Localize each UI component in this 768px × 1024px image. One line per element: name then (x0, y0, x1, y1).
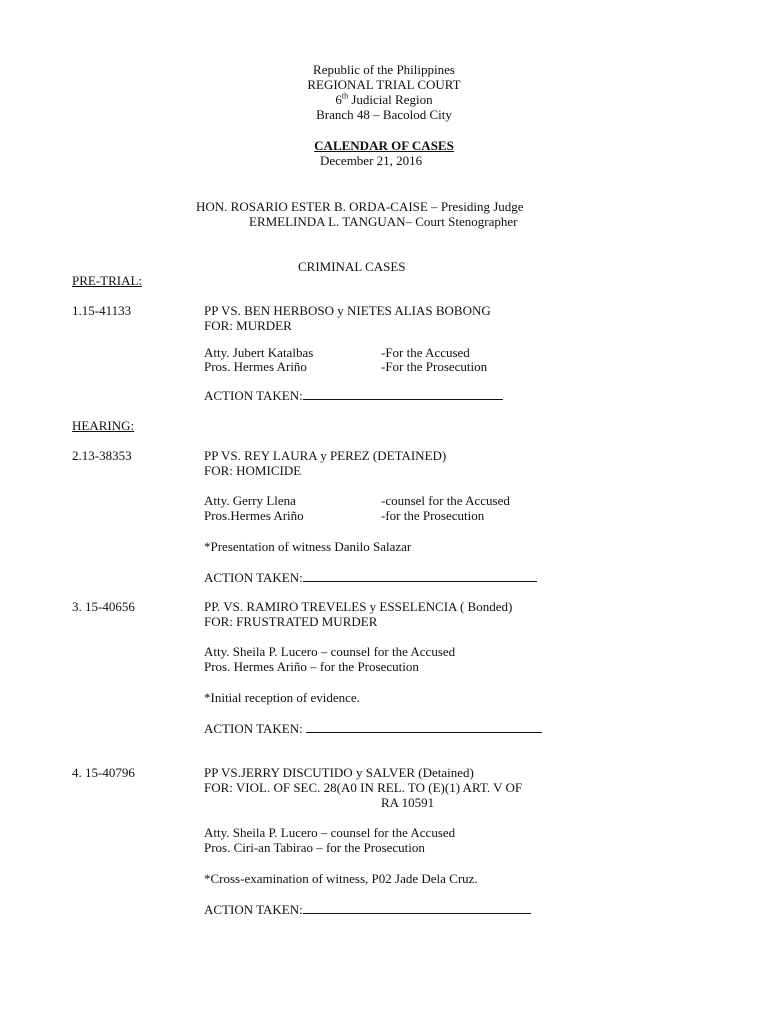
action-taken-blank (303, 901, 531, 914)
case-note: *Cross-examination of witness, P02 Jade Dela Cruz. (204, 871, 478, 886)
prosecutor: Pros. Ciri-an Tabirao – for the Prosecution (204, 840, 425, 855)
action-taken (204, 720, 542, 736)
defense-counsel: Atty. Sheila P. Lucero – counsel for the Accused (204, 644, 456, 659)
action-taken-label: ACTION TAKEN: (204, 721, 306, 736)
action-taken-blank (306, 720, 542, 733)
case-number: 2.13-38353 (72, 448, 132, 463)
action-taken (204, 387, 503, 403)
header-republic: Republic of the Philippines (313, 62, 455, 77)
region-text: Judicial Region (348, 92, 433, 107)
case-note: *Initial reception of evidence. (204, 690, 360, 705)
region-suffix: th (341, 91, 349, 101)
header-branch: Branch 48 – Bacolod City (316, 107, 452, 122)
case-title: PP VS. BEN HERBOSO y NIETES ALIAS BOBONG (204, 303, 491, 318)
court-stenographer: ERMELINDA L. TANGUAN– Court Stenographer (249, 214, 518, 229)
defense-role: -counsel for the Accused (381, 493, 510, 508)
case-number: 3. 15-40656 (72, 599, 135, 614)
case-title: PP. VS. RAMIRO TREVELES y ESSELENCIA ( Bonded) (204, 599, 513, 614)
action-taken-label: ACTION TAKEN: (204, 902, 303, 917)
prosecutor: Pros. Hermes Ariño – for the Prosecution (204, 659, 419, 674)
case-title: PP VS. REY LAURA y PEREZ (DETAINED) (204, 448, 447, 463)
prosecutor-role: -For the Prosecution (381, 359, 488, 374)
defense-counsel: Atty. Sheila P. Lucero – counsel for the Accused (204, 825, 456, 840)
prosecutor: Pros.Hermes Ariño (204, 508, 304, 523)
case-number: 1.15-41133 (72, 303, 132, 318)
action-taken-blank (303, 569, 537, 582)
action-taken-label: ACTION TAKEN: (204, 570, 303, 585)
region-number: 6 (335, 92, 342, 107)
hearing-label: HEARING: (72, 418, 135, 433)
defense-counsel: Atty. Gerry Llena (204, 493, 296, 508)
header-court: REGIONAL TRIAL COURT (307, 77, 461, 92)
action-taken-label: ACTION TAKEN: (204, 388, 303, 403)
case-charge: FOR: FRUSTRATED MURDER (204, 614, 378, 629)
case-number: 4. 15-40796 (72, 765, 135, 780)
defense-role: -For the Accused (381, 345, 470, 360)
action-taken (204, 901, 531, 917)
action-taken (204, 569, 537, 585)
presiding-judge: HON. ROSARIO ESTER B. ORDA-CAISE – Presiding Judge (196, 199, 524, 214)
calendar-date: December 21, 2016 (320, 153, 423, 168)
case-charge: FOR: VIOL. OF SEC. 28(A0 IN REL. TO (E)(1) ART. V OF (204, 780, 523, 795)
calendar-title: CALENDAR OF CASES (314, 138, 454, 153)
case-note: *Presentation of witness Danilo Salazar (204, 539, 412, 554)
prosecutor-role: -for the Prosecution (381, 508, 485, 523)
prosecutor: Pros. Hermes Ariño (204, 359, 307, 374)
defense-counsel: Atty. Jubert Katalbas (204, 345, 314, 360)
case-charge-continued: RA 10591 (381, 795, 435, 810)
action-taken-blank (303, 387, 503, 400)
case-title: PP VS.JERRY DISCUTIDO y SALVER (Detained) (204, 765, 474, 780)
case-charge: FOR: MURDER (204, 318, 292, 333)
pretrial-label: PRE-TRIAL: (72, 273, 143, 288)
case-charge: FOR: HOMICIDE (204, 463, 302, 478)
header-region (0, 92, 768, 107)
section-title: CRIMINAL CASES (298, 259, 406, 274)
